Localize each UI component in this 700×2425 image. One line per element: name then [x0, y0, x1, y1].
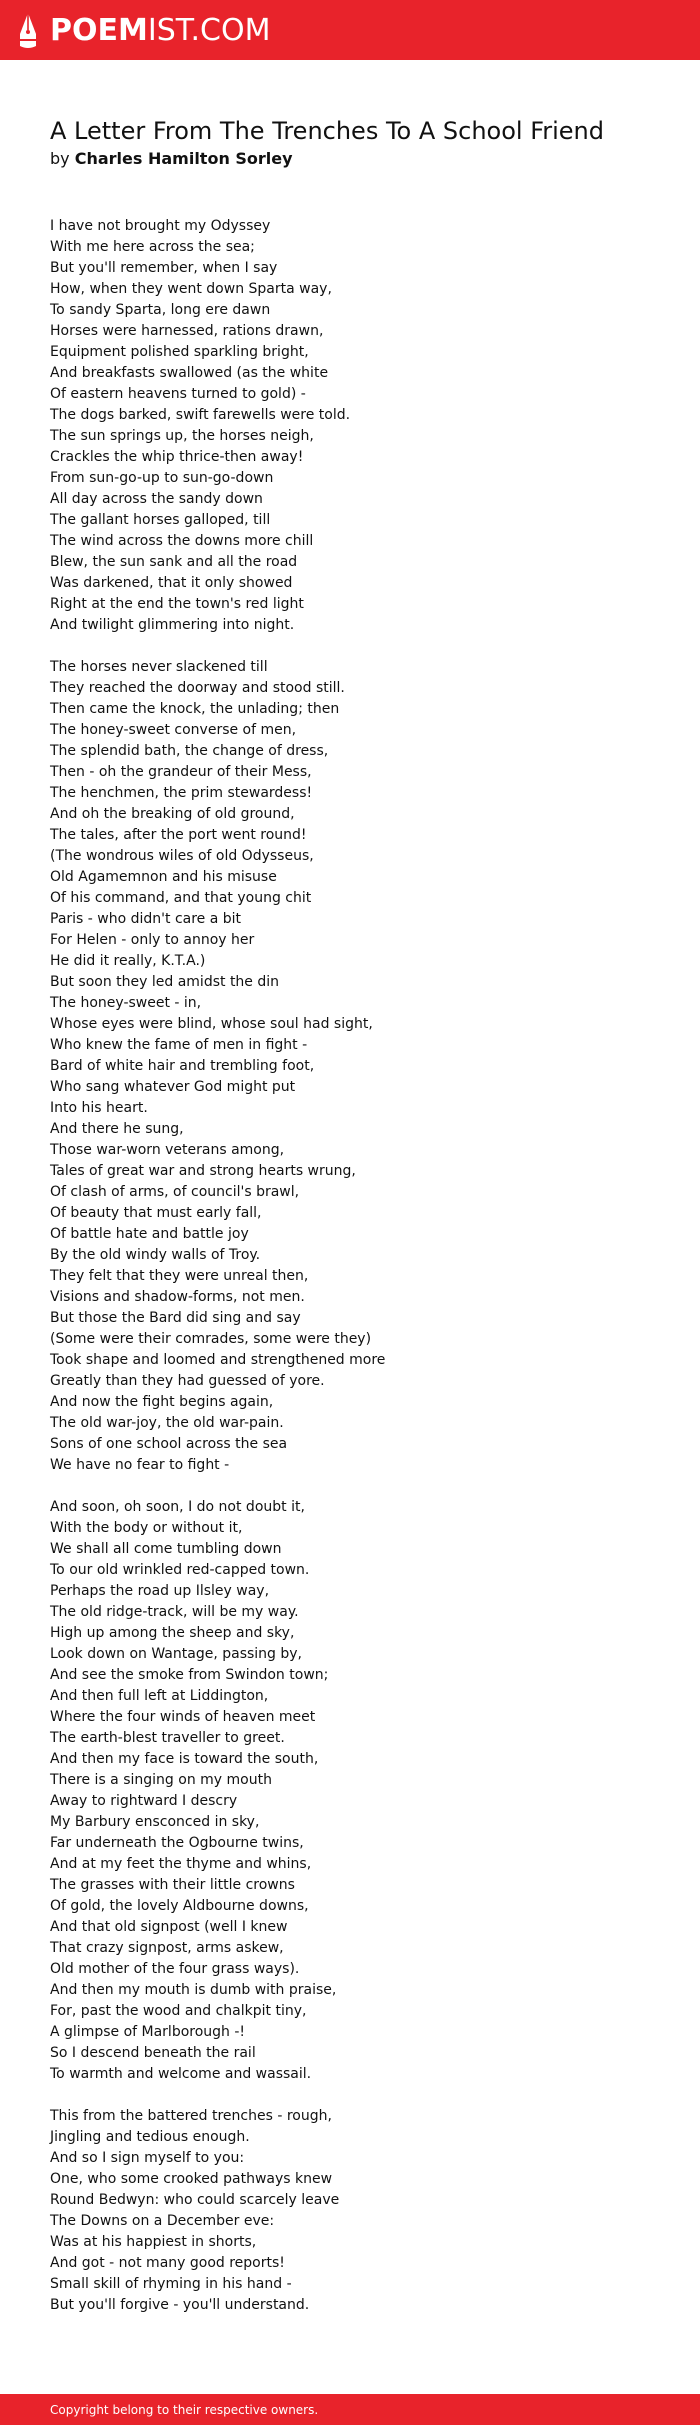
copyright-text: Copyright belong to their respective owners. [50, 2403, 319, 2417]
poem-line: And twilight glimmering into night. [50, 617, 295, 633]
poem-line: Horses were harnessed, rations drawn, [50, 323, 324, 339]
poem-line: Equipment polished sparkling bright, [50, 344, 309, 360]
poem-line: Paris - who didn't care a bit [50, 911, 242, 927]
poem-line: And breakfasts swallowed (as the white [50, 365, 329, 381]
poem-line: Sons of one school across the sea [50, 1436, 288, 1452]
poem-line: I have not brought my Odyssey [50, 218, 271, 234]
poem-line: To sandy Sparta, long ere dawn [50, 302, 271, 318]
poem-line: But those the Bard did sing and say [50, 1310, 301, 1326]
poem-line: Perhaps the road up Ilsley way, [50, 1583, 270, 1599]
poem-line: For, past the wood and chalkpit tiny, [50, 2003, 307, 2019]
stanza [50, 657, 650, 1476]
poem-line: Jingling and tedious enough. [50, 2129, 250, 2145]
poem-line: Small skill of rhyming in his hand - [50, 2276, 292, 2292]
poem-line: And oh the breaking of old ground, [50, 806, 295, 822]
logo-light-text: IST.COM [147, 13, 271, 48]
poem-line: A glimpse of Marlborough -! [50, 2024, 246, 2040]
stanza [50, 2106, 650, 2316]
poem-line: This from the battered trenches - rough, [50, 2108, 332, 2124]
poem-line: The old war-joy, the old war-pain. [50, 1415, 284, 1431]
poem-line: And at my feet the thyme and whins, [50, 1856, 312, 1872]
poem-line: The wind across the downs more chill [50, 533, 314, 549]
poem-line: The horses never slackened till [50, 659, 268, 675]
poem-line: Look down on Wantage, passing by, [50, 1646, 302, 1662]
poem-line: Of gold, the lovely Aldbourne downs, [50, 1898, 309, 1914]
stanza [50, 216, 650, 636]
poem-line: How, when they went down Sparta way, [50, 281, 332, 297]
poem-line: But you'll remember, when I say [50, 260, 278, 276]
poem-line: My Barbury ensconced in sky, [50, 1814, 260, 1830]
poem-line: Was darkened, that it only showed [50, 575, 293, 591]
poem-line: Of battle hate and battle joy [50, 1226, 249, 1242]
poem-line: From sun-go-up to sun-go-down [50, 470, 274, 486]
poem-line: Into his heart. [50, 1100, 148, 1116]
poem-line: Of beauty that must early fall, [50, 1205, 262, 1221]
poem-line: To warmth and welcome and wassail. [50, 2066, 312, 2082]
poem-line: We have no fear to fight - [50, 1457, 230, 1473]
poem-line: And see the smoke from Swindon town; [50, 1667, 329, 1683]
poem-line: With the body or without it, [50, 1520, 243, 1536]
poem-line: Far underneath the Ogbourne twins, [50, 1835, 304, 1851]
poem-line: Away to rightward I descry [50, 1793, 238, 1809]
poem-line: Tales of great war and strong hearts wrung, [50, 1163, 356, 1179]
fountain-pen-nib-icon [18, 12, 38, 50]
by-label: by [50, 149, 70, 168]
poem-line: To our old wrinkled red-capped town. [50, 1562, 310, 1578]
poem-line: And there he sung, [50, 1121, 184, 1137]
poem-line: Then came the knock, the unlading; then [50, 701, 340, 717]
poem-line: (Some were their comrades, some were they) [50, 1331, 372, 1347]
poem-line: Of his command, and that young chit [50, 890, 312, 906]
poem-line: And now the fight begins again, [50, 1394, 274, 1410]
poem-line: Whose eyes were blind, whose soul had sight, [50, 1016, 373, 1032]
poem-line: And then my mouth is dumb with praise, [50, 1982, 337, 1998]
poem-line: The dogs barked, swift farewells were told. [50, 407, 351, 423]
poem-line: Of clash of arms, of council's brawl, [50, 1184, 300, 1200]
poem-line: And then full left at Liddington, [50, 1688, 269, 1704]
poem-line: Right at the end the town's red light [50, 596, 304, 612]
poem-line: High up among the sheep and sky, [50, 1625, 295, 1641]
poem-line: They reached the doorway and stood still. [50, 680, 345, 696]
poem-line: One, who some crooked pathways knew [50, 2171, 333, 2187]
site-footer [0, 2394, 700, 2425]
poem-line: The sun springs up, the horses neigh, [50, 428, 314, 444]
poem-line: Bard of white hair and trembling foot, [50, 1058, 315, 1074]
poem-line: Greatly than they had guessed of yore. [50, 1373, 325, 1389]
poem-line: So I descend beneath the rail [50, 2045, 256, 2061]
poem-line: And got - not many good reports! [50, 2255, 285, 2271]
poem-line: All day across the sandy down [50, 491, 263, 507]
poem-line: Round Bedwyn: who could scarcely leave [50, 2192, 340, 2208]
poem-line: The honey-sweet - in, [50, 995, 202, 1011]
poem-line: Took shape and loomed and strengthened more [50, 1352, 386, 1368]
poem-line: The gallant horses galloped, till [50, 512, 271, 528]
poem-line: With me here across the sea; [50, 239, 255, 255]
poem-line: By the old windy walls of Troy. [50, 1247, 261, 1263]
logo-bold-text: POEM [50, 13, 148, 48]
poem-line: The old ridge-track, will be my way. [50, 1604, 299, 1620]
poem-line: But you'll forgive - you'll understand. [50, 2297, 310, 2313]
poem-line: There is a singing on my mouth [50, 1772, 272, 1788]
poem-line: But soon they led amidst the din [50, 974, 280, 990]
poem-line: Then - oh the grandeur of their Mess, [50, 764, 312, 780]
poem-body [50, 216, 650, 2337]
poem-line: Where the four winds of heaven meet [50, 1709, 316, 1725]
poem-line: For Helen - only to annoy her [50, 932, 255, 948]
poem-line: Of eastern heavens turned to gold) - [50, 386, 306, 402]
poem-line: Blew, the sun sank and all the road [50, 554, 298, 570]
poem-line: We shall all come tumbling down [50, 1541, 282, 1557]
poem-line: The honey-sweet converse of men, [50, 722, 297, 738]
site-header [0, 0, 700, 60]
site-logo-link[interactable] [18, 12, 270, 50]
poem-line: Who knew the fame of men in fight - [50, 1037, 308, 1053]
poem-line: He did it really, K.T.A.) [50, 953, 206, 969]
poem-line: They felt that they were unreal then, [50, 1268, 309, 1284]
byline [50, 148, 293, 170]
poem-line: And that old signpost (well I knew [50, 1919, 288, 1935]
poem-line: And then my face is toward the south, [50, 1751, 319, 1767]
poem-line: (The wondrous wiles of old Odysseus, [50, 848, 314, 864]
poem-line: The henchmen, the prim stewardess! [50, 785, 313, 801]
poem-line: The grasses with their little crowns [50, 1877, 295, 1893]
poem-line: Crackles the whip thrice-then away! [50, 449, 304, 465]
poem-line: And soon, oh soon, I do not doubt it, [50, 1499, 305, 1515]
poem-line: Visions and shadow-forms, not men. [50, 1289, 305, 1305]
poem-line: Was at his happiest in shorts, [50, 2234, 257, 2250]
stanza [50, 1497, 650, 2085]
poem-line: The splendid bath, the change of dress, [50, 743, 329, 759]
poem-line: Old Agamemnon and his misuse [50, 869, 277, 885]
poem-line: That crazy signpost, arms askew, [50, 1940, 284, 1956]
author-link[interactable]: Charles Hamilton Sorley [74, 149, 293, 168]
poem-line: The earth-blest traveller to greet. [50, 1730, 285, 1746]
poem-title: A Letter From The Trenches To A School Friend [50, 117, 605, 145]
poem-line: Who sang whatever God might put [50, 1079, 296, 1095]
poem-line: And so I sign myself to you: [50, 2150, 245, 2166]
poem-line: Those war-worn veterans among, [50, 1142, 285, 1158]
poem-line: Old mother of the four grass ways). [50, 1961, 300, 1977]
poem-line: The tales, after the port went round! [50, 827, 307, 843]
site-logo-text [50, 12, 270, 50]
poem-line: The Downs on a December eve: [50, 2213, 275, 2229]
